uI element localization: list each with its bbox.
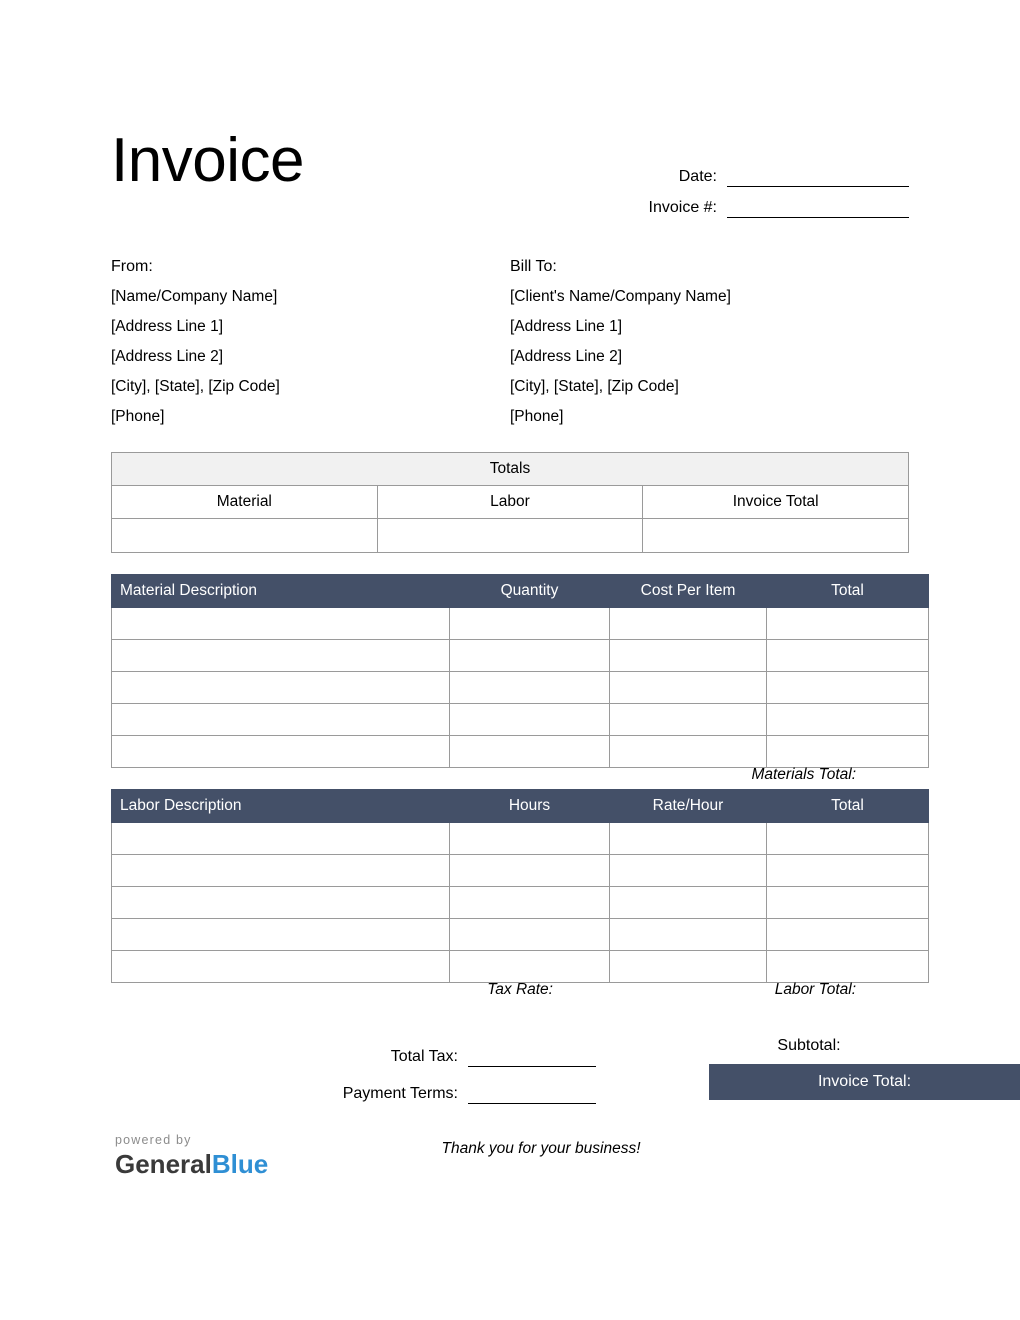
totals-summary-table — [111, 452, 909, 553]
payment-terms-label: Payment Terms: — [342, 1085, 458, 1102]
labor-cell-hours[interactable] — [450, 855, 610, 887]
table-row — [112, 736, 929, 768]
materials-header-cost: Cost Per Item — [610, 575, 767, 608]
labor-cell-hours[interactable] — [450, 823, 610, 855]
table-row — [112, 951, 929, 983]
table-row — [112, 640, 929, 672]
totals-value-invoice-total[interactable] — [643, 519, 909, 553]
table-row — [112, 919, 929, 951]
labor-cell-total[interactable] — [767, 919, 929, 951]
table-row — [112, 704, 929, 736]
labor-cell-rate[interactable] — [610, 823, 767, 855]
labor-cell-description[interactable] — [112, 919, 450, 951]
table-row — [112, 823, 929, 855]
invoice-number-label: Invoice #: — [648, 199, 717, 216]
materials-table — [111, 574, 929, 768]
from-heading: From: — [111, 258, 153, 275]
labor-cell-hours[interactable] — [450, 951, 610, 983]
materials-cell-description[interactable] — [112, 608, 450, 640]
bill-to-line-4[interactable]: [City], [State], [Zip Code] — [510, 378, 679, 395]
page-title: Invoice — [111, 126, 304, 195]
labor-cell-total[interactable] — [767, 887, 929, 919]
materials-cell-quantity[interactable] — [450, 608, 610, 640]
invoice-footer — [111, 1126, 909, 1206]
bill-to-column — [510, 252, 909, 432]
materials-cell-total[interactable] — [767, 704, 929, 736]
labor-cell-hours[interactable] — [450, 919, 610, 951]
invoice-header — [111, 128, 909, 220]
materials-cell-description[interactable] — [112, 736, 450, 768]
materials-header-row — [112, 575, 929, 608]
table-row — [112, 672, 929, 704]
from-line-4[interactable]: [City], [State], [Zip Code] — [111, 378, 280, 395]
materials-cell-description[interactable] — [112, 704, 450, 736]
from-line-2[interactable]: [Address Line 1] — [111, 318, 224, 335]
labor-cell-rate[interactable] — [610, 855, 767, 887]
from-line-3[interactable]: [Address Line 2] — [111, 348, 224, 365]
labor-header-row — [112, 790, 929, 823]
brand-name-second: Blue — [211, 1149, 269, 1179]
totals-title-row — [112, 453, 909, 486]
brand-logo — [115, 1132, 268, 1180]
invoice-number-input[interactable] — [727, 197, 909, 218]
materials-cell-description[interactable] — [112, 640, 450, 672]
tax-rate-label: Tax Rate: — [487, 981, 553, 998]
invoice-number-row — [621, 187, 909, 218]
invoice-total-bar: Invoice Total: — [709, 1064, 1020, 1100]
labor-cell-total[interactable] — [767, 823, 929, 855]
labor-header-rate: Rate/Hour — [610, 790, 767, 823]
totals-header-invoice-total: Invoice Total — [643, 486, 909, 519]
labor-cell-total[interactable] — [767, 951, 929, 983]
materials-cell-total[interactable] — [767, 736, 929, 768]
materials-cell-description[interactable] — [112, 672, 450, 704]
materials-cell-quantity[interactable] — [450, 672, 610, 704]
from-line-5[interactable]: [Phone] — [111, 408, 165, 425]
labor-table — [111, 789, 929, 983]
table-row — [112, 608, 929, 640]
labor-cell-rate[interactable] — [610, 919, 767, 951]
materials-cell-cost[interactable] — [610, 640, 767, 672]
total-tax-input[interactable] — [468, 1046, 596, 1067]
payment-terms-row — [266, 1067, 596, 1104]
powered-by-label: powered by — [115, 1133, 192, 1147]
labor-cell-description[interactable] — [112, 855, 450, 887]
labor-header-description: Labor Description — [112, 790, 450, 823]
totals-header-material: Material — [112, 486, 378, 519]
materials-cell-quantity[interactable] — [450, 704, 610, 736]
labor-cell-description[interactable] — [112, 823, 450, 855]
labor-cell-rate[interactable] — [610, 887, 767, 919]
total-tax-label: Total Tax: — [390, 1048, 458, 1065]
labor-cell-hours[interactable] — [450, 887, 610, 919]
payment-terms-input[interactable] — [468, 1083, 596, 1104]
materials-total-label: Materials Total: — [751, 766, 856, 783]
materials-cell-cost[interactable] — [610, 736, 767, 768]
materials-cell-quantity[interactable] — [450, 736, 610, 768]
brand-name — [115, 1148, 268, 1180]
subtotal-label: Subtotal: — [777, 1037, 841, 1054]
labor-total-label: Labor Total: — [774, 981, 856, 998]
materials-cell-cost[interactable] — [610, 704, 767, 736]
brand-name-first: General — [115, 1149, 212, 1179]
bill-to-line-3[interactable]: [Address Line 2] — [510, 348, 623, 365]
totals-header-row — [112, 486, 909, 519]
table-row — [112, 855, 929, 887]
invoice-meta — [621, 156, 909, 218]
materials-header-description: Material Description — [112, 575, 450, 608]
totals-value-material[interactable] — [112, 519, 378, 553]
totals-value-row — [112, 519, 909, 553]
bill-to-line-2[interactable]: [Address Line 1] — [510, 318, 623, 335]
materials-cell-cost[interactable] — [610, 608, 767, 640]
address-block — [111, 252, 909, 432]
totals-header-labor: Labor — [377, 486, 643, 519]
from-line-1[interactable]: [Name/Company Name] — [111, 288, 278, 305]
totals-title: Totals — [112, 453, 909, 486]
totals-value-labor[interactable] — [377, 519, 643, 553]
labor-cell-total[interactable] — [767, 855, 929, 887]
materials-header-quantity: Quantity — [450, 575, 610, 608]
labor-header-total: Total — [767, 790, 929, 823]
payment-left-column — [266, 1030, 596, 1104]
date-label: Date: — [678, 168, 717, 185]
table-row — [112, 887, 929, 919]
materials-cell-total[interactable] — [767, 640, 929, 672]
labor-cell-description[interactable] — [112, 887, 450, 919]
bill-to-line-5[interactable]: [Phone] — [510, 408, 564, 425]
materials-cell-total[interactable] — [767, 672, 929, 704]
date-row — [621, 156, 909, 187]
thank-you-message: Thank you for your business! — [441, 1140, 641, 1157]
labor-cell-rate[interactable] — [610, 951, 767, 983]
materials-cell-cost[interactable] — [610, 672, 767, 704]
date-input[interactable] — [727, 166, 909, 187]
labor-header-hours: Hours — [450, 790, 610, 823]
from-column — [111, 252, 510, 432]
materials-cell-quantity[interactable] — [450, 640, 610, 672]
bill-to-heading: Bill To: — [510, 258, 557, 275]
materials-header-total: Total — [767, 575, 929, 608]
total-tax-row — [266, 1030, 596, 1067]
materials-cell-total[interactable] — [767, 608, 929, 640]
labor-cell-description[interactable] — [112, 951, 450, 983]
bill-to-line-1[interactable]: [Client's Name/Company Name] — [510, 288, 731, 305]
